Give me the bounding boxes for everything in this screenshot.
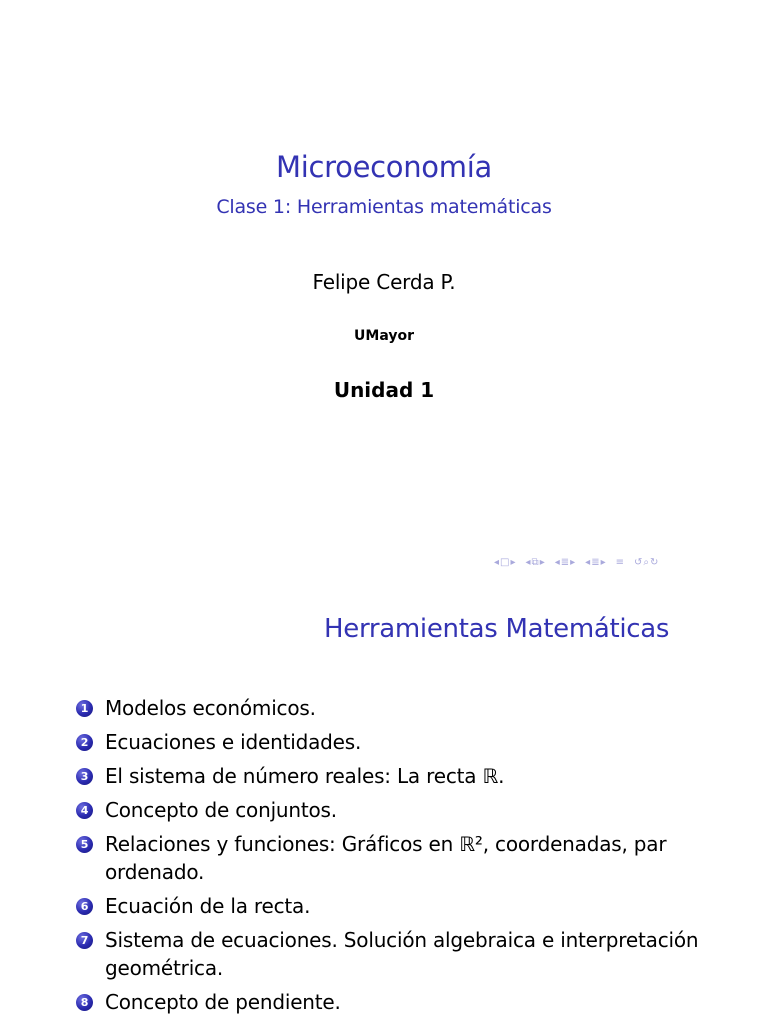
nav-frame-icon[interactable]: □ [500,557,510,568]
nav-align-icon[interactable]: ≡ [615,557,625,568]
enumerate-ball-icon: 7 [76,932,93,949]
list-item-text: Ecuación de la recta. [105,894,311,918]
nav-search-group[interactable] [634,558,658,568]
presentation-title: Microeconomía [276,150,492,184]
content-slide [0,580,768,1024]
nav-right-arrow-icon[interactable]: ▸ [539,557,545,568]
frame-title: Herramientas Matemáticas [324,614,670,644]
list-item-text: Sistema de ecuaciones. Solución algebraica e interpretación geométrica. [105,928,699,980]
topic-list [76,694,716,1022]
enumerate-ball-icon: 8 [76,994,93,1011]
nav-search-icon[interactable]: ⌕ [643,557,650,568]
nav-subsection-list-icon[interactable]: ≣ [591,557,600,568]
nav-subsection-icon[interactable]: ⧉ [531,557,539,568]
nav-section-group[interactable] [555,558,575,568]
list-item-text: El sistema de número reales: La recta ℝ. [105,764,505,788]
author-name: Felipe Cerda P. [312,270,456,294]
nav-subsection-group[interactable] [526,558,545,568]
beamer-navigation-bar [494,556,658,570]
list-item [76,926,716,982]
nav-frame-group[interactable] [494,558,516,568]
institute-name: UMayor [354,328,414,344]
list-item-text: Concepto de pendiente. [105,990,341,1014]
list-item [76,694,716,722]
list-item [76,830,716,886]
nav-redo-icon[interactable]: ↻ [650,557,659,568]
nav-left-arrow-icon[interactable]: ◂ [494,557,500,568]
nav-left-arrow-icon[interactable]: ◂ [554,557,560,568]
nav-subsection-list-group[interactable] [585,558,605,568]
nav-undo-icon[interactable]: ↺ [634,557,643,568]
list-item [76,892,716,920]
presentation-subtitle: Clase 1: Herramientas matemáticas [216,196,552,218]
list-item [76,796,716,824]
date-line: Unidad 1 [333,378,435,402]
nav-section-icon[interactable]: ≣ [560,557,570,568]
list-item-text: Concepto de conjuntos. [105,798,337,822]
list-item [76,728,716,756]
enumerate-ball-icon: 3 [76,768,93,785]
list-item-text: Relaciones y funciones: Gráficos en ℝ², coordenadas, par ordenado. [105,832,667,884]
nav-right-arrow-icon[interactable]: ▸ [600,557,606,568]
list-item-text: Modelos económicos. [105,696,316,720]
nav-right-arrow-icon[interactable]: ▸ [510,557,516,568]
enumerate-ball-icon: 1 [76,700,93,717]
list-item [76,762,716,790]
enumerate-ball-icon: 6 [76,898,93,915]
enumerate-ball-icon: 5 [76,836,93,853]
enumerate-ball-icon: 2 [76,734,93,751]
enumerate-ball-icon: 4 [76,802,93,819]
nav-left-arrow-icon[interactable]: ◂ [525,557,531,568]
nav-left-arrow-icon[interactable]: ◂ [585,557,591,568]
nav-align-group[interactable] [616,558,624,568]
list-item [76,988,716,1016]
list-item-text: Ecuaciones e identidades. [105,730,362,754]
nav-right-arrow-icon[interactable]: ▸ [570,557,576,568]
